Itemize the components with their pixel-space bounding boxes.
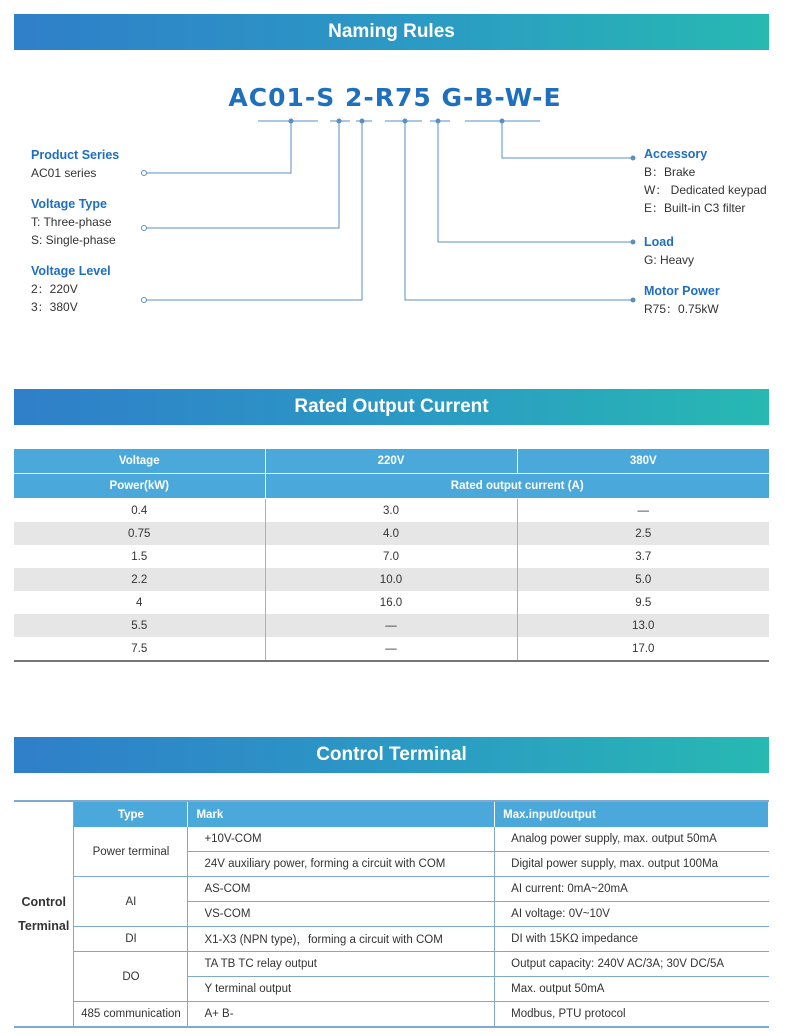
table-cell: 5.5 bbox=[14, 614, 265, 637]
mark-cell: VS-COM bbox=[188, 902, 495, 927]
column-header: Rated output current (A) bbox=[265, 474, 769, 499]
mark-cell: AS-COM bbox=[188, 877, 495, 902]
table-cell: 10.0 bbox=[265, 568, 517, 591]
column-header: Max.input/output bbox=[495, 801, 769, 827]
column-header: Mark bbox=[188, 801, 495, 827]
table-cell: 3.0 bbox=[265, 499, 517, 523]
table-cell: — bbox=[265, 637, 517, 661]
table-cell: 3.7 bbox=[635, 550, 652, 563]
type-cell: DO bbox=[74, 952, 188, 1002]
table-header-row bbox=[14, 449, 769, 474]
type-cell: AI bbox=[74, 877, 188, 927]
table-cell: 5.0 bbox=[517, 568, 769, 591]
mark-cell: Y terminal output bbox=[188, 977, 495, 1002]
table-row bbox=[14, 637, 769, 661]
table-row bbox=[14, 827, 769, 852]
table-row bbox=[14, 522, 769, 545]
table-cell: 9.5 bbox=[635, 596, 652, 609]
table-cell: 0.4 bbox=[14, 499, 265, 523]
column-header: Power(kW) bbox=[14, 474, 265, 499]
max-io-cell: Modbus, PTU protocol bbox=[511, 1008, 626, 1020]
column-header: 380V bbox=[517, 449, 769, 474]
type-cell: Power terminal bbox=[74, 827, 188, 877]
table-cell: 0.75 bbox=[14, 522, 265, 545]
table-cell: 17.0 bbox=[517, 637, 769, 661]
naming-rules-banner: Naming Rules bbox=[14, 14, 769, 50]
table-row bbox=[14, 591, 769, 614]
control-terminal-banner: Control Terminal bbox=[14, 737, 769, 773]
voltage-level-label: Voltage Level 2：220V 3：380V bbox=[31, 264, 111, 314]
table-cell: 4.0 bbox=[265, 522, 517, 545]
product-series-label: Product Series AC01 series bbox=[31, 148, 120, 180]
mark-cell: X1-X3 (NPN type)，forming a circuit with COM bbox=[188, 927, 495, 952]
column-header: Type bbox=[74, 801, 188, 827]
motor-power-label: Motor Power R75：0.75kW bbox=[644, 284, 720, 316]
max-io-cell: Digital power supply, max. output 100Ma bbox=[495, 852, 769, 877]
table-cell: — bbox=[637, 504, 649, 517]
table-header-row bbox=[14, 474, 769, 499]
max-io-cell: DI with 15KΩ impedance bbox=[495, 927, 769, 952]
table-row bbox=[14, 614, 769, 637]
table-row bbox=[14, 927, 769, 952]
table-row bbox=[14, 499, 769, 523]
type-cell: 485 communication bbox=[74, 1002, 188, 1028]
table-cell: 4 bbox=[14, 591, 265, 614]
type-cell: DI bbox=[74, 927, 188, 952]
table-cell: 16.0 bbox=[265, 591, 517, 614]
max-io-cell: Analog power supply, max. output 50mA bbox=[495, 827, 769, 852]
table-header-row bbox=[14, 801, 769, 827]
accessory-label: Accessory B：Brake W： Dedicated keypad E：Built-in C3 filter bbox=[644, 147, 767, 215]
mark-cell: A+ B- bbox=[188, 1002, 495, 1028]
table-row bbox=[14, 1002, 769, 1028]
max-io-cell: AI current: 0mA~20mA bbox=[495, 877, 769, 902]
table-row bbox=[14, 952, 769, 977]
table-cell: 7.0 bbox=[265, 545, 517, 568]
mark-cell: 24V auxiliary power, forming a circuit with COM bbox=[188, 852, 495, 877]
rated-output-banner: Rated Output Current bbox=[14, 389, 769, 425]
table-cell: 2.5 bbox=[517, 522, 769, 545]
mark-cell: +10V-COM bbox=[188, 827, 495, 852]
table-cell: — bbox=[265, 614, 517, 637]
mark-cell: TA TB TC relay output bbox=[188, 952, 495, 977]
control-terminal-side-label: Control Terminal bbox=[14, 801, 74, 1027]
rated-output-table bbox=[14, 449, 769, 662]
max-io-cell: Max. output 50mA bbox=[495, 977, 769, 1002]
voltage-type-label: Voltage Type T: Three-phase S: Single-phase bbox=[31, 197, 116, 247]
table-cell: 1.5 bbox=[14, 545, 265, 568]
column-header: Voltage bbox=[14, 449, 265, 474]
table-row bbox=[14, 877, 769, 902]
column-header: 220V bbox=[265, 449, 517, 474]
max-io-cell: AI voltage: 0V~10V bbox=[495, 902, 769, 927]
model-code: AC01-S 2-R75 G-B-W-E bbox=[228, 83, 562, 112]
table-cell: 13.0 bbox=[517, 614, 769, 637]
table-row bbox=[14, 568, 769, 591]
max-io-cell: Output capacity: 240V AC/3A; 30V DC/5A bbox=[495, 952, 769, 977]
control-terminal-table bbox=[14, 800, 769, 1028]
table-row bbox=[14, 545, 769, 568]
table-cell: 2.2 bbox=[14, 568, 265, 591]
load-label: Load G: Heavy bbox=[644, 235, 695, 267]
table-cell: 7.5 bbox=[14, 637, 265, 661]
